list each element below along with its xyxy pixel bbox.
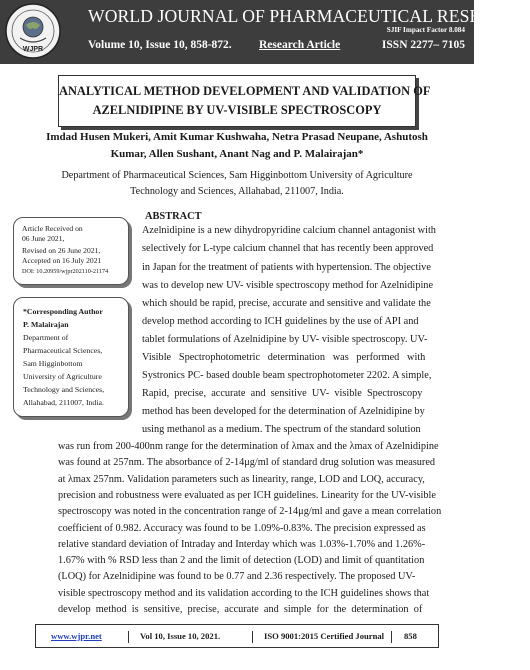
abstract-line: coefficient of 0.982. Accuracy was found to be 1.09%-0.83%. The precision expressed as [58, 522, 426, 534]
footer-divider [252, 631, 253, 643]
doi-text[interactable]: DOI: 10.20959/wjpr202110-21174 [22, 268, 109, 275]
dates-line: Accepted on 16 July 2021 [22, 256, 102, 265]
footer-divider [128, 631, 129, 643]
corresponding-author-heading: *Corresponding Author [23, 307, 103, 316]
impact-factor: SJIF Impact Factor 8.084 [386, 26, 465, 34]
affiliation-line: Department of Pharmaceutical Sciences, Sam Higginbottom University of Agriculture [61, 170, 413, 181]
article-type-link[interactable]: Research Article [259, 39, 341, 51]
page-footer [35, 624, 439, 648]
abstract-line: develop method is sensitive, precise, accurate and simple for the determination of [58, 604, 423, 615]
author-list-line: Imdad Husen Mukeri, Amit Kumar Kushwaha, Netra Prasad Neupane, Ashutosh [46, 131, 428, 143]
volume-info: Volume 10, Issue 10, 858-872. [88, 39, 232, 51]
abstract-line: using methanol as a medium. The spectrum of the standard solution [142, 424, 421, 435]
journal-title: WORLD JOURNAL OF PHARMACEUTICAL RESEARCH [88, 6, 530, 26]
author-list-line: Kumar, Allen Sushant, Anant Nag and P. Malairajan* [110, 148, 364, 160]
corresponding-author-box [13, 297, 129, 417]
abstract-line: Visible Spectrophotometric determination was performed with [142, 352, 426, 363]
dates-line: Revised on 26 June 2021, [22, 246, 101, 255]
author-address-line: Allahabad, 211007, India. [23, 398, 104, 407]
abstract-line: at λmax 257nm. Validation parameters such as linearity, range, LOD and LOQ, accuracy, [58, 473, 425, 485]
abstract-line: Rapid, precise, accurate and sensitive UV- visible Spectroscopy [142, 388, 423, 399]
author-address-line: Pharmaceutical Sciences, [23, 346, 103, 355]
affiliation-line: Technology and Sciences, Allahabad, 211007, India. [130, 186, 344, 197]
article-dates-box [13, 217, 129, 285]
abstract-line: tablet formulations of Azelnidipine by UV- visible spectroscopy. UV- [142, 334, 428, 345]
abstract-line: visible spectroscopy method and its validation according to the ICH guidelines shows that [58, 587, 430, 599]
dates-line: 06 June 2021, [22, 234, 65, 243]
abstract-line: selectively for L-type calcium channel that has recently been approved [142, 243, 434, 254]
abstract-line: in Japan for the treatment of patients with hypertension. The objective [142, 262, 431, 273]
footer-divider [391, 631, 392, 643]
svg-text:WJPR: WJPR [22, 46, 44, 53]
abstract-line: Systronics PC- based double beam spectrophotometer 2202. A simple, [142, 370, 432, 381]
footer-volume: Vol 10, Issue 10, 2021. [140, 631, 221, 641]
author-address-line: University of Agriculture [23, 372, 102, 381]
article-title-line: AZELNIDIPINE BY UV-VISIBLE SPECTROSCOPY [92, 103, 382, 117]
footer-certification: ISO 9001:2015 Certified Journal [264, 631, 385, 641]
dates-line: Article Received on [22, 224, 83, 233]
page-number: 858 [404, 631, 417, 641]
journal-website-link[interactable]: www.wjpr.net [51, 631, 102, 641]
abstract-heading: ABSTRACT [145, 211, 202, 222]
abstract-line: relative standard deviation of Intraday and Interday which was 1.03%-1.70% and 1.26%- [58, 538, 426, 550]
abstract-line: precision and robustness were evaluated as per ICH guidelines. Linearity for the UV-visible [58, 489, 436, 501]
author-address-line: Technology and Sciences, [23, 385, 105, 394]
abstract-line: 1.67% with % RSD less than 2 and the limit of detection (LOD) and limit of quantitation [58, 555, 425, 567]
abstract-line: was run from 200-400nm range for the determination of λmax and the λmax of Azelnidipine [58, 441, 439, 452]
abstract-line: was to develop new UV- visible spectroscopy method for Azelnidipine [142, 280, 434, 291]
corresponding-author-name: P. Malairajan [23, 320, 69, 329]
author-address-line: Sam Higginbottom [23, 359, 83, 368]
abstract-line: Azelnidipine is a new dihydropyridine calcium channel antagonist with [142, 225, 436, 236]
author-address-line: Department of [23, 333, 69, 342]
article-title-box [58, 75, 431, 127]
issn-number: ISSN 2277– 7105 [381, 39, 465, 51]
journal-logo-icon [4, 2, 62, 60]
article-title-line: ANALYTICAL METHOD DEVELOPMENT AND VALIDATION OF [59, 84, 431, 98]
abstract-line: which should be rapid, precise, accurate and sensitive and validate the [142, 298, 431, 309]
abstract-line: develop method according to ICH guidelines by the use of API and [142, 316, 419, 327]
abstract-line: method has been developed for the determination of Azelnidipine by [142, 406, 425, 417]
journal-header-banner [0, 0, 530, 64]
abstract-line: spectroscopy was noted in the concentration range of 2-14μg/ml and gave a mean correlation [58, 506, 442, 518]
abstract-line: was found at 257nm. The absorbance of 2-14μg/ml of standard drug solution was measured [58, 457, 436, 469]
abstract-line: (LOQ) for Azelnidipine was found to be 0.77 and 2.36 respectively. The proposed UV- [58, 571, 416, 583]
